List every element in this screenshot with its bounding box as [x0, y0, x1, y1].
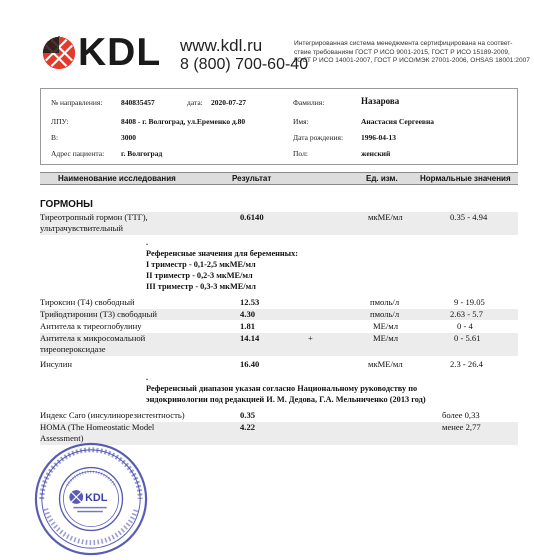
patient-info-box [40, 88, 518, 165]
dob-field: Дата рождения: 1996-04-13 [293, 133, 396, 142]
table-row: Трийодтиронин (Т3) свободный 4.30 пмоль/л 2.63 - 5.7 [40, 309, 518, 320]
name-field: Имя: Анастасия Сергеевна [293, 117, 435, 126]
certification-text: Интегрированная система менеджмента сертифицирована на соответ- ствие требованиям ГОСТ Р ИСО 9001-2015, ГОСТ Р ИСО 15189-2009, ГОСТ Р ИСО 14001-2007, ГОСТ Р ИСО/МЭК 27001-2006, OHSAS 18001:2007 [294, 40, 530, 65]
table-row: Антитела к тиреоглобулину 1.81 МЕ/мл 0 - 4 [40, 321, 473, 331]
brand-name: KDL [78, 31, 162, 74]
site-url[interactable]: www.kdl.ru [180, 36, 263, 55]
section-title: ГОРМОНЫ [40, 199, 93, 210]
table-row: Индекс Caro (инсулинорезистентность) 0.35 более 0,33 [40, 410, 480, 420]
header-result: Результат [232, 174, 272, 183]
table-row: Тиреотропный гормон (ТТГ), ультрачувствительный 0.6140 мкМЕ/мл 0.35 - 4.94 [40, 212, 518, 235]
header-unit: Ед. изм. [366, 174, 398, 183]
insulin-reference-note: . Референсный диапазон указан согласно Национальному руководству по эндокринологии под редакцией И. М. Дедова, Г.А. Мельниченко (2013 год) [146, 373, 426, 404]
sex-field: Пол: женский [293, 149, 391, 158]
table-row: HOMA (The Homeostatic Model Assessment) 4.22 менее 2,77 [40, 422, 518, 445]
table-row: Антитела к микросомальной тиреопероксидазе 14.14 + МЕ/мл 0 - 5.61 [40, 333, 518, 356]
direction-field: № направления: 840835457 дата: 2020-07-27 [51, 98, 246, 107]
abnormal-flag: + [308, 333, 313, 343]
results-table-header [40, 172, 518, 185]
pregnancy-reference-note: . Референсные значения для беременных: I триместр - 0,1-2,5 мкМЕ/мл II триместр - 0,2-3 мкМЕ/мл III триместр - 0,3-3 мкМЕ/мл [146, 238, 299, 291]
stamp-center-text: KDL [85, 491, 108, 504]
header-name: Наименование исследования [58, 174, 176, 183]
surname-field: Фамилия: Назарова [293, 96, 400, 107]
v-field: В: 3000 [51, 133, 136, 142]
seal-stamp-icon [32, 440, 150, 558]
kdl-logo-icon [40, 34, 78, 72]
address-field: Адрес пациента: г. Волгоград [51, 149, 163, 158]
report-header [0, 0, 534, 88]
table-row: Тироксин (Т4) свободный 12.53 пмоль/л 9 - 19.05 [40, 297, 485, 307]
table-row: Инсулин 16.40 мкМЕ/мл 2.3 - 26.4 [40, 359, 483, 369]
phone-number[interactable]: 8 (800) 700-60-40 [180, 56, 309, 73]
header-norm: Нормальные значения [420, 174, 511, 183]
lpu-field: ЛПУ: 8408 - г. Волгоград, ул.Еременко д.80 [51, 117, 246, 126]
